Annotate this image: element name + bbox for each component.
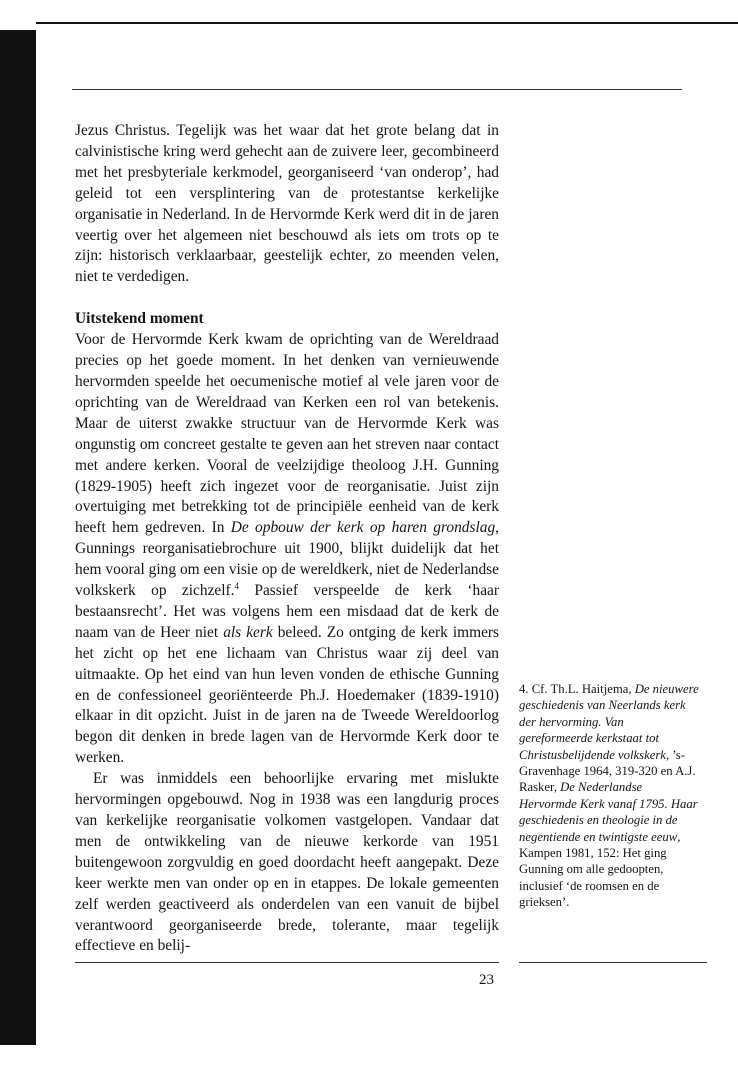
footnote-4: 4. Cf. Th.L. Haitjema, De nieuwere geschiedenis van Neerlands kerk der hervorming. Van gereformeerde kerkstaat tot Christusbelijdende volkskerk, ’s-Gravenhage 1964, 319-320 en A.J. Rasker, De Nederlandse Hervormde Kerk vanaf 1795. Haar geschiedenis en theologie in de negentiende en twintigste eeuw, Kampen 1981, 152: Het ging Gunning om alle gedoopten, inclusief ‘de roomsen en de grieksen’. xyxy=(519,682,699,910)
footnote-reference: 4 xyxy=(234,580,239,591)
main-text-bottom-rule xyxy=(75,962,499,963)
scan-edge-bar xyxy=(0,30,36,1045)
page-number: 23 xyxy=(479,972,494,988)
paragraph-2: Voor de Hervormde Kerk kwam de oprichting van de Wereldraad precies op het goede moment. In het denken van vernieuwende hervormden speelde het oecumenische motief al vele jaren voor de oprichting van de Wereldraad van Kerken een rol van betekenis. Maar de uiterst zwakke structuur van de Hervormde Kerk was ongunstig om concreet gestalte te geven aan het streven naar contact met andere kerken. Vooral de veelzijdige theoloog J.H. Gunning (1829-1905) heeft zich ingezet voor de reorganisatie. Juist zijn overtuiging met betrekking tot de principiële eenheid van de kerk heeft hem gedreven. In De opbouw der kerk op haren grondslag, Gunnings reorganisatiebrochure uit 1900, blijkt duidelijk dat het hem vooral ging om een visie op de wereldkerk, niet de Nederlandse volkskerk op zichzelf.$^4$ Passief verspeelde de kerk ‘haar bestaansrecht’. Het was volgens hem een misdaad dat de kerk de naam van de Heer niet als kerk beleed. Zo ontging de kerk immers het zicht op het ene lichaam van Christus waar zij deel van uitmaakte. Op het eind van hun leven vonden de ethische Gunning en de confessioneel georiënteerde Ph.J. Hoedemaker (1839-1910) elkaar in dit opzicht. Juist in de jaren na de Tweede Wereldoorlog begon dit denken in brede lagen van de Hervormde Kerk door te werken. xyxy=(75,331,500,767)
section-heading: Uitstekend moment xyxy=(75,310,204,328)
top-rule xyxy=(36,22,738,24)
footnote-bottom-rule xyxy=(519,962,707,963)
header-divider xyxy=(72,89,682,90)
paragraph-gap xyxy=(75,288,499,309)
paragraph-1: Jezus Christus. Tegelijk was het waar dat het grote belang dat in calvinistische kring werd gehecht aan de zuivere leer, gecombineerd met het presbyteriale kerkmodel, georganiseerd ‘van onderop’, had geleid tot een versplintering van de protestantse kerkelijke organisatie in Nederland. In de Hervormde Kerk werd dit in de jaren veertig over het algemeen niet beschouwd als iets om trots op te zijn: historisch verklaarbaar, geestelijk echter, zo meenden velen, niet te verdedigen. xyxy=(75,122,499,286)
main-text-column xyxy=(75,121,499,957)
paragraph-3: Er was inmiddels een behoorlijke ervaring met mislukte hervormingen opgebouwd. Nog in 1938 was een langdurig proces van kerkelijke reorganisatie volkomen vastgelopen. Vandaar dat men de ontwikkeling van de nieuwe kerkorde van 1951 buitengewoon zorgvuldig en goed doordacht heeft aangepakt. Deze keer werkte men van onder op en in etappes. De lokale gemeenten zelf werden geactiveerd als onderdelen van een vanuit de bijbel verantwoord georganiseerde brede, tolerante, maar tegelijk effectieve en belij- xyxy=(75,770,499,955)
